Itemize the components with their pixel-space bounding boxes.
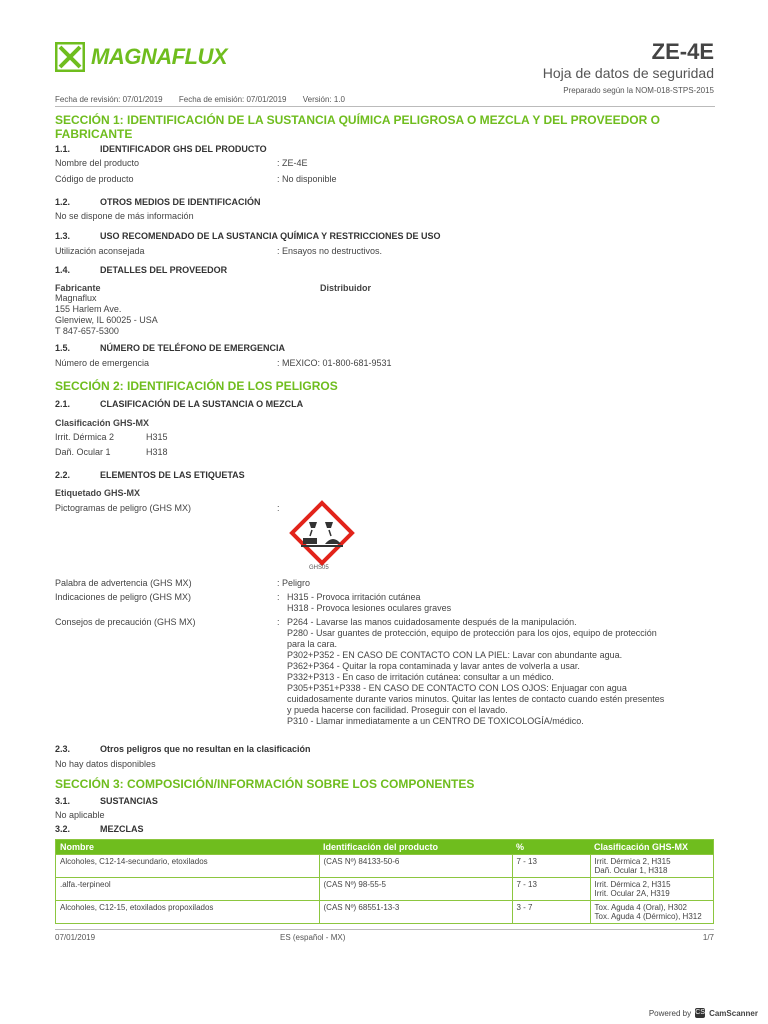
product-name-label: Nombre del producto bbox=[55, 158, 140, 168]
camscanner-brand: CamScanner bbox=[709, 1008, 758, 1018]
component-name: Alcoholes, C12-15, etoxilados propoxilados bbox=[56, 901, 320, 924]
precaution-statements bbox=[287, 617, 717, 727]
section-3-title: SECCIÓN 3: COMPOSICIÓN/INFORMACIÓN SOBRE LOS COMPONENTES bbox=[55, 777, 475, 791]
subsection-1-2: 1.2. OTROS MEDIOS DE IDENTIFICACIÓN bbox=[55, 197, 261, 207]
page-footer bbox=[55, 929, 714, 942]
component-percent: 7 - 13 bbox=[512, 855, 590, 878]
component-name: Alcoholes, C12-14-secundario, etoxilados bbox=[56, 855, 320, 878]
precaution-line: P302+P352 - EN CASO DE CONTACTO CON LA PIEL: Lavar con abundante agua. bbox=[287, 650, 623, 660]
component-percent: 7 - 13 bbox=[512, 878, 590, 901]
footer-date: 07/01/2019 bbox=[55, 933, 96, 942]
precaution-line: P310 - Llamar inmediatamente a un CENTRO DE TOXICOLOGÍA/médico. bbox=[287, 716, 584, 726]
column-header: Identificación del producto bbox=[319, 840, 512, 855]
subsection-1-3: 1.3. USO RECOMENDADO DE LA SUSTANCIA QUÍMICA Y RESTRICCIONES DE USO bbox=[55, 231, 441, 241]
table-row bbox=[56, 901, 714, 924]
footer-page-number: 1/7 bbox=[702, 933, 714, 942]
class-code: H315 bbox=[146, 432, 168, 442]
section-1-title: SECCIÓN 1: IDENTIFICACIÓN DE LA SUSTANCIA QUÍMICA PELIGROSA O MEZCLA Y DEL PROVEEDOR O FABRICANTE bbox=[55, 113, 660, 141]
subsection-2-2: 2.2. ELEMENTOS DE LAS ETIQUETAS bbox=[55, 470, 245, 480]
hazard-statements-colon: : bbox=[277, 592, 280, 602]
hazard-statements bbox=[287, 592, 451, 614]
precaution-line: P362+P364 - Quitar la ropa contaminada y lavar antes de volverla a usar. bbox=[287, 661, 580, 671]
precaution-line: P332+P313 - En caso de irritación cutánea: consultar a un médico. bbox=[287, 672, 554, 682]
footer-language: ES (español - MX) bbox=[280, 933, 346, 942]
product-name-value: : ZE-4E bbox=[277, 158, 308, 168]
subsection-3-1: 3.1. SUSTANCIAS bbox=[55, 796, 158, 806]
precaution-line: P280 - Usar guantes de protección, equipo de protección para los ojos, equipo de protección bbox=[287, 628, 657, 638]
hazard-line: H318 - Provoca lesiones oculares graves bbox=[287, 603, 452, 613]
precaution-line: cuidadosamente durante varios minutos. Quitar las lentes de contacto cuando estén presentes bbox=[287, 694, 665, 704]
labeling-heading: Etiquetado GHS-MX bbox=[55, 488, 140, 498]
precaution-line: para la cara. bbox=[287, 639, 338, 649]
subsection-1-2-text: No se dispone de más información bbox=[55, 211, 194, 221]
signal-word-value: : Peligro bbox=[277, 578, 311, 588]
product-code-label: Código de producto bbox=[55, 174, 134, 184]
manufacturer-address bbox=[55, 293, 158, 337]
component-percent: 3 - 7 bbox=[512, 901, 590, 924]
subsection-2-3-text: No hay datos disponibles bbox=[55, 759, 156, 769]
classification-heading: Clasificación GHS-MX bbox=[55, 418, 150, 428]
issue-date: Fecha de emisión: 07/01/2019 bbox=[178, 95, 287, 104]
revision-date: Fecha de revisión: 07/01/2019 bbox=[55, 95, 163, 104]
table-row bbox=[56, 878, 714, 901]
class-name: Dañ. Ocular 1 bbox=[55, 447, 111, 457]
manufacturer-line: Magnaflux bbox=[55, 293, 97, 303]
precaution-line: y pueda hacerse con facilidad. Proseguir con el lavado. bbox=[287, 705, 508, 715]
column-header: Nombre bbox=[56, 840, 320, 855]
subsection-1-4: 1.4. DETALLES DEL PROVEEDOR bbox=[55, 265, 228, 275]
magnaflux-logo-icon bbox=[55, 42, 85, 72]
manufacturer-line: T 847-657-5300 bbox=[55, 326, 119, 336]
document-subtitle: Hoja de datos de seguridad bbox=[542, 65, 714, 81]
precaution-colon: : bbox=[277, 617, 280, 627]
distributor-label: Distribuidor bbox=[320, 283, 371, 293]
precaution-label: Consejos de precaución (GHS MX) bbox=[55, 617, 196, 627]
subsection-2-3: 2.3. Otros peligros que no resultan en la clasificación bbox=[55, 744, 311, 754]
class-code: H318 bbox=[146, 447, 168, 457]
ghs05-corrosion-icon bbox=[289, 500, 355, 566]
pictogram-code: GHS05 bbox=[309, 565, 329, 571]
emergency-label: Número de emergencia bbox=[55, 358, 150, 368]
table-header-row bbox=[56, 840, 714, 855]
camscanner-icon: CS bbox=[695, 1009, 705, 1016]
pictogram-label: Pictogramas de peligro (GHS MX) bbox=[55, 503, 192, 513]
manufacturer-line: 155 Harlem Ave. bbox=[55, 304, 122, 314]
component-classification: Irrit. Dérmica 2, H315 Dañ. Ocular 1, H318 bbox=[590, 855, 714, 878]
precaution-line: P264 - Lavarse las manos cuidadosamente después de la manipulación. bbox=[287, 617, 577, 627]
column-header: % bbox=[512, 840, 590, 855]
use-value: : Ensayos no destructivos. bbox=[277, 246, 383, 256]
component-id: (CAS Nº) 98-55-5 bbox=[319, 878, 512, 901]
component-classification: Tox. Aguda 4 (Oral), H302 Tox. Aguda 4 (Dérmico), H312 bbox=[590, 901, 714, 924]
column-header: Clasificación GHS-MX bbox=[590, 840, 714, 855]
magnaflux-logo bbox=[55, 42, 227, 72]
version: Versión: 1.0 bbox=[302, 95, 345, 104]
prepared-note: Preparado según la NOM-018-STPS-2015 bbox=[563, 86, 714, 95]
class-name: Irrit. Dérmica 2 bbox=[55, 432, 115, 442]
use-label: Utilización aconsejada bbox=[55, 246, 145, 256]
pictogram-colon: : bbox=[277, 503, 280, 513]
precaution-line: P305+P351+P338 - EN CASO DE CONTACTO CON LOS OJOS: Enjuagar con agua bbox=[287, 683, 627, 693]
component-classification: Irrit. Dérmica 2, H315 Irrit. Ocular 2A, H319 bbox=[590, 878, 714, 901]
subsection-2-1: 2.1. CLASIFICACIÓN DE LA SUSTANCIA O MEZCLA bbox=[55, 399, 304, 409]
subsection-3-1-text: No aplicable bbox=[55, 810, 105, 820]
components-table bbox=[55, 839, 714, 924]
component-name: .alfa.-terpineol bbox=[56, 878, 320, 901]
manufacturer-label: Fabricante bbox=[55, 283, 101, 293]
product-code-value: : No disponible bbox=[277, 174, 337, 184]
subsection-3-2: 3.2. MEZCLAS bbox=[55, 824, 144, 834]
component-id: (CAS Nº) 68551-13-3 bbox=[319, 901, 512, 924]
camscanner-watermark bbox=[649, 1008, 758, 1018]
revision-line bbox=[55, 95, 715, 107]
hazard-statements-label: Indicaciones de peligro (GHS MX) bbox=[55, 592, 192, 602]
brand-name: MAGNAFLUX bbox=[91, 44, 228, 69]
hazard-line: H315 - Provoca irritación cutánea bbox=[287, 592, 421, 602]
manufacturer-line: Glenview, IL 60025 - USA bbox=[55, 315, 158, 325]
table-row bbox=[56, 855, 714, 878]
signal-word-label: Palabra de advertencia (GHS MX) bbox=[55, 578, 192, 588]
emergency-value: : MEXICO: 01-800-681-9531 bbox=[277, 358, 392, 368]
component-id: (CAS Nº) 84133-50-6 bbox=[319, 855, 512, 878]
subsection-1-5: 1.5. NÚMERO DE TELÉFONO DE EMERGENCIA bbox=[55, 343, 286, 353]
product-title: ZE-4E bbox=[651, 39, 714, 64]
section-2-title: SECCIÓN 2: IDENTIFICACIÓN DE LOS PELIGROS bbox=[55, 379, 338, 393]
document-title-block bbox=[543, 40, 714, 95]
subsection-1-1: 1.1. IDENTIFICADOR GHS DEL PRODUCTO bbox=[55, 144, 267, 154]
powered-by-text: Powered by bbox=[648, 1008, 692, 1018]
